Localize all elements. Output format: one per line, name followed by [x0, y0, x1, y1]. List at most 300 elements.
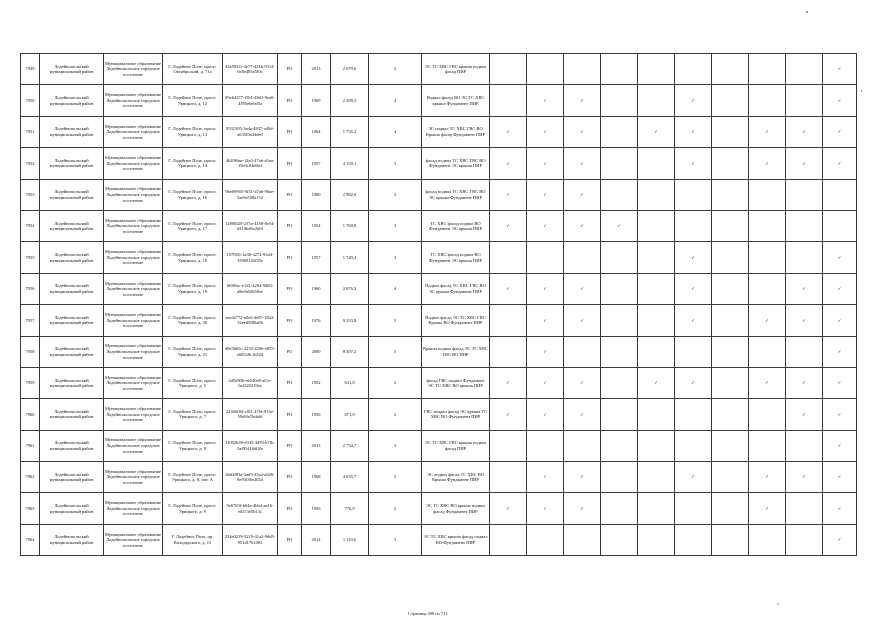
year-cell: 2000: [302, 336, 331, 367]
floors-cell: 4: [369, 273, 422, 304]
guid-cell: 9531505-3ada-4937-a49d-a635f0a34de0: [223, 116, 278, 147]
checkmark-icon: ✓: [490, 493, 527, 524]
empty-work-cell: [749, 85, 786, 116]
empty-work-cell: [638, 462, 675, 493]
empty-work-cell: [786, 54, 823, 85]
row-number: 7961: [21, 430, 40, 461]
checkmark-icon: ✓: [786, 462, 823, 493]
fund-form-cell: РО: [278, 462, 302, 493]
works-cell: фасад подвал ТС ХВС ГВС ВО ЭС крыша Фундамент ПИР: [422, 179, 490, 210]
checkmark-icon: ✓: [749, 148, 786, 179]
checkmark-icon: ✓: [749, 116, 786, 147]
table-row: [21, 305, 857, 336]
fund-form-cell: РО: [278, 305, 302, 336]
row-number: 7952: [21, 148, 40, 179]
year-cell: 2014: [302, 524, 331, 555]
checkmark-icon: ✓: [823, 336, 857, 367]
empty-work-cell: [675, 524, 712, 555]
empty-work-cell: [786, 85, 823, 116]
checkmark-icon: ✓: [675, 462, 712, 493]
address-cell: Г. Лодейное Поле, просп. Урицкого, д. 19: [163, 273, 223, 304]
checkmark-icon: ✓: [564, 85, 601, 116]
row-number: 7963: [21, 493, 40, 524]
municipality-cell: Муниципальное образование Лодейнопольское городское поселение: [104, 116, 163, 147]
empty-work-cell: [638, 179, 675, 210]
fund-form-cell: РО: [278, 54, 302, 85]
municipality-cell: Муниципальное образование Лодейнопольское городское поселение: [104, 336, 163, 367]
checkmark-icon: ✓: [823, 148, 857, 179]
table-row: [21, 54, 857, 85]
district-cell: Лодейнопольский муниципальный район: [40, 148, 104, 179]
empty-work-cell: [638, 54, 675, 85]
year-cell: 1968: [302, 462, 331, 493]
empty-work-cell: [712, 54, 749, 85]
empty-work-cell: [712, 210, 749, 241]
address-cell: Г. Лодейное Поле, просп. Урицкого, д. 20: [163, 305, 223, 336]
checkmark-icon: ✓: [527, 399, 564, 430]
empty-work-cell: [675, 210, 712, 241]
checkmark-icon: ✓: [564, 493, 601, 524]
municipality-cell: Муниципальное образование Лодейнопольское городское поселение: [104, 367, 163, 398]
empty-work-cell: [712, 148, 749, 179]
checkmark-icon: ✓: [490, 367, 527, 398]
empty-work-cell: [712, 462, 749, 493]
district-cell: Лодейнопольский муниципальный район: [40, 85, 104, 116]
row-number: 7958: [21, 336, 40, 367]
municipality-cell: Муниципальное образование Лодейнопольское городское поселение: [104, 524, 163, 555]
empty-work-cell: [601, 148, 638, 179]
guid-cell: aee4e772-a0e6-4e87-18a3-32eed5f86a0b: [223, 305, 278, 336]
checkmark-icon: ✓: [564, 148, 601, 179]
works-cell: фасад ГВС подвал Фундамент ЭС ТС ХВС ВО крыша ПИР: [422, 367, 490, 398]
municipality-cell: Муниципальное образование Лодейнопольское городское поселение: [104, 273, 163, 304]
works-cell: ЭС подвал ТС ХВС ГВС ВО Крыша фасад Фундамент ПИР: [422, 116, 490, 147]
address-cell: Г. Лодейное Поле, просп. Урицкого, д. 8: [163, 430, 223, 461]
fund-form-cell: РО: [278, 524, 302, 555]
municipality-cell: Муниципальное образование Лодейнопольское городское поселение: [104, 54, 163, 85]
area-cell: 8 307,2: [331, 336, 369, 367]
works-cell: Подвал фасад ВО ЭС ТС ХВС крыша Фундамент ПИР: [422, 85, 490, 116]
empty-work-cell: [712, 430, 749, 461]
table-row: [21, 399, 857, 430]
works-cell: ЭС ТС ХВС ВО крыша подвал фасад Фундамент ПИР: [422, 493, 490, 524]
works-cell: Подвал фасад ЭС ТС ХВС ГВС Крыша ВО Фундамент ПИР: [422, 305, 490, 336]
empty-work-cell: [638, 524, 675, 555]
table-row: [21, 116, 857, 147]
empty-work-cell: [786, 430, 823, 461]
area-cell: 1 110,6: [331, 524, 369, 555]
municipality-cell: Муниципальное образование Лодейнопольское городское поселение: [104, 399, 163, 430]
floors-cell: 5: [369, 462, 422, 493]
checkmark-icon: ✓: [527, 85, 564, 116]
table-body: [21, 54, 857, 556]
guid-cell: 6f0f8ac-e1d1-4204-9d83-a8e0a02658ee: [223, 273, 278, 304]
checkmark-icon: ✓: [823, 242, 857, 273]
checkmark-icon: ✓: [564, 179, 601, 210]
table-row: [21, 493, 857, 524]
district-cell: Лодейнопольский муниципальный район: [40, 273, 104, 304]
year-cell: 1957: [302, 242, 331, 273]
empty-work-cell: [564, 524, 601, 555]
table-row: [21, 242, 857, 273]
floors-cell: 3: [369, 242, 422, 273]
empty-work-cell: [749, 210, 786, 241]
empty-work-cell: [638, 305, 675, 336]
fund-form-cell: РО: [278, 179, 302, 210]
row-number: 7953: [21, 179, 40, 210]
area-cell: 1 735,2: [331, 116, 369, 147]
empty-work-cell: [749, 54, 786, 85]
checkmark-icon: ✓: [638, 367, 675, 398]
floors-cell: 3: [369, 148, 422, 179]
district-cell: Лодейнопольский муниципальный район: [40, 430, 104, 461]
empty-work-cell: [749, 273, 786, 304]
guid-cell: 2d5e906-eb540e8-af1e-6ef220219ea: [223, 367, 278, 398]
checkmark-icon: ✓: [823, 116, 857, 147]
checkmark-icon: ✓: [786, 367, 823, 398]
district-cell: Лодейнопольский муниципальный район: [40, 305, 104, 336]
empty-work-cell: [490, 85, 527, 116]
empty-work-cell: [823, 179, 857, 210]
area-cell: 9 233,8: [331, 305, 369, 336]
checkmark-icon: ✓: [527, 493, 564, 524]
empty-work-cell: [601, 116, 638, 147]
floors-cell: 2: [369, 399, 422, 430]
checkmark-icon: ✓: [823, 399, 857, 430]
fund-form-cell: РО: [278, 242, 302, 273]
fund-form-cell: РО: [278, 336, 302, 367]
checkmark-icon: ✓: [527, 116, 564, 147]
page-footer: Страница 498 из 713: [408, 611, 448, 616]
municipality-cell: Муниципальное образование Лодейнопольское городское поселение: [104, 430, 163, 461]
checkmark-icon: ✓: [527, 336, 564, 367]
address-cell: Г. Лодейное Поле, просп. Урицкого, д. 7: [163, 399, 223, 430]
empty-work-cell: [712, 399, 749, 430]
scan-speck: [777, 603, 779, 605]
empty-work-cell: [786, 524, 823, 555]
year-cell: 2013: [302, 430, 331, 461]
checkmark-icon: ✓: [564, 399, 601, 430]
address-cell: Г. Лодейное Поле, просп. Урицкого, д. 13: [163, 116, 223, 147]
empty-work-cell: [527, 430, 564, 461]
checkmark-icon: ✓: [601, 210, 638, 241]
municipality-cell: Муниципальное образование Лодейнопольское городское поселение: [104, 493, 163, 524]
empty-work-cell: [638, 242, 675, 273]
floors-cell: 3: [369, 179, 422, 210]
empty-work-cell: [675, 54, 712, 85]
fund-form-cell: РО: [278, 116, 302, 147]
fund-form-cell: РО: [278, 399, 302, 430]
empty-work-cell: [638, 273, 675, 304]
margin-mark: [861, 90, 862, 92]
empty-work-cell: [786, 242, 823, 273]
row-number: 7959: [21, 367, 40, 398]
works-cell: ЭС подвал фасад ТС ХВС ВО Крыша Фундамент ПИР: [422, 462, 490, 493]
empty-work-cell: [601, 273, 638, 304]
empty-work-cell: [601, 524, 638, 555]
table-row: [21, 148, 857, 179]
checkmark-icon: ✓: [490, 273, 527, 304]
address-cell: Г. Лодейное Поле, просп. Урицкого, д. 14: [163, 148, 223, 179]
district-cell: Лодейнопольский муниципальный район: [40, 116, 104, 147]
empty-work-cell: [638, 493, 675, 524]
empty-work-cell: [490, 336, 527, 367]
empty-work-cell: [564, 430, 601, 461]
empty-work-cell: [601, 85, 638, 116]
checkmark-icon: ✓: [564, 273, 601, 304]
empty-work-cell: [786, 336, 823, 367]
address-cell: Г. Лодейное Поле, просп. Октябрьский, д. 71а: [163, 54, 223, 85]
row-number: 7956: [21, 273, 40, 304]
empty-work-cell: [638, 430, 675, 461]
address-cell: Г. Лодейное Поле, просп. Урицкого, д. 18: [163, 242, 223, 273]
area-cell: 631,8: [331, 367, 369, 398]
works-cell: ТС ХВС фасад подвал ВО Фундамент ЭС крыша ПИР: [422, 242, 490, 273]
guid-cell: 4620f6ae-14e4-47ab-a5aa-19e0c84e6b4: [223, 148, 278, 179]
year-cell: 1957: [302, 148, 331, 179]
guid-cell: 234e0219-5219-41a2-9dd5-951d17b1003: [223, 524, 278, 555]
empty-work-cell: [749, 399, 786, 430]
checkmark-icon: ✓: [490, 399, 527, 430]
empty-work-cell: [601, 305, 638, 336]
row-number: 7962: [21, 462, 40, 493]
checkmark-icon: ✓: [527, 210, 564, 241]
row-number: 7960: [21, 399, 40, 430]
checkmark-icon: ✓: [675, 242, 712, 273]
empty-work-cell: [601, 430, 638, 461]
empty-work-cell: [749, 430, 786, 461]
checkmark-icon: ✓: [527, 367, 564, 398]
area-cell: 2 679,6: [331, 54, 369, 85]
district-cell: Лодейнопольский муниципальный район: [40, 336, 104, 367]
municipality-cell: Муниципальное образование Лодейнопольское городское поселение: [104, 85, 163, 116]
empty-work-cell: [564, 242, 601, 273]
guid-cell: 46d4f83a-2ad5-45a2-a926-8e93f36e202d: [223, 462, 278, 493]
checkmark-icon: ✓: [564, 367, 601, 398]
empty-work-cell: [712, 242, 749, 273]
empty-work-cell: [823, 210, 857, 241]
year-cell: 1954: [302, 210, 331, 241]
guid-cell: 1570f5f-2a38-4272-93d4-159b9145f35e: [223, 242, 278, 273]
floors-cell: 2: [369, 493, 422, 524]
works-cell: ГВС подвал фасад ЭС крыша ТС ХВС ВО Фундамент ПИР: [422, 399, 490, 430]
district-cell: Лодейнопольский муниципальный район: [40, 54, 104, 85]
floors-cell: 3: [369, 430, 422, 461]
floors-cell: 3: [369, 524, 422, 555]
address-cell: Г. Лодейное Поле, просп. Урицкого, д. 5: [163, 367, 223, 398]
checkmark-icon: ✓: [527, 462, 564, 493]
empty-work-cell: [638, 399, 675, 430]
works-cell: ЭС ТС ХВС ГВС крыша подвал фасад ПИР: [422, 54, 490, 85]
municipality-cell: Муниципальное образование Лодейнопольское городское поселение: [104, 462, 163, 493]
empty-work-cell: [490, 54, 527, 85]
address-cell: Г. Лодейное Поле, просп. Урицкого, д. 9: [163, 493, 223, 524]
empty-work-cell: [786, 210, 823, 241]
empty-work-cell: [712, 336, 749, 367]
row-number: 7964: [21, 524, 40, 555]
checkmark-icon: ✓: [823, 367, 857, 398]
checkmark-icon: ✓: [564, 462, 601, 493]
fund-form-cell: РО: [278, 85, 302, 116]
checkmark-icon: ✓: [675, 85, 712, 116]
district-cell: Лодейнопольский муниципальный район: [40, 242, 104, 273]
guid-cell: 12900f29-237a-4158-8e54-d219bd6c2b0f: [223, 210, 278, 241]
checkmark-icon: ✓: [675, 148, 712, 179]
empty-work-cell: [638, 336, 675, 367]
guid-cell: 11002b39-e945-4d59-b7fb-5af93410d02e: [223, 430, 278, 461]
district-cell: Лодейнопольский муниципальный район: [40, 462, 104, 493]
municipality-cell: Муниципальное образование Лодейнопольское городское поселение: [104, 179, 163, 210]
floors-cell: 3: [369, 54, 422, 85]
year-cell: 1956: [302, 399, 331, 430]
empty-work-cell: [675, 430, 712, 461]
floors-cell: 5: [369, 336, 422, 367]
works-cell: ЭС ТС ХВС ГВС крыша подвал фасад ПИР: [422, 430, 490, 461]
row-number: 7950: [21, 85, 40, 116]
table-row: [21, 367, 857, 398]
table-row: [21, 85, 857, 116]
empty-work-cell: [490, 524, 527, 555]
year-cell: 1969: [302, 85, 331, 116]
checkmark-icon: ✓: [675, 273, 712, 304]
area-cell: 1 749,4: [331, 242, 369, 273]
checkmark-icon: ✓: [749, 367, 786, 398]
checkmark-icon: ✓: [823, 462, 857, 493]
empty-work-cell: [749, 524, 786, 555]
row-number: 7951: [21, 116, 40, 147]
checkmark-icon: ✓: [527, 273, 564, 304]
empty-work-cell: [712, 85, 749, 116]
area-cell: 2 882,0: [331, 179, 369, 210]
municipality-cell: Муниципальное образование Лодейнопольское городское поселение: [104, 210, 163, 241]
checkmark-icon: ✓: [749, 305, 786, 336]
checkmark-icon: ✓: [786, 273, 823, 304]
floors-cell: 2: [369, 367, 422, 398]
floors-cell: 4: [369, 116, 422, 147]
checkmark-icon: ✓: [823, 273, 857, 304]
checkmark-icon: ✓: [823, 54, 857, 85]
empty-work-cell: [749, 242, 786, 273]
fund-form-cell: РО: [278, 148, 302, 179]
checkmark-icon: ✓: [490, 179, 527, 210]
empty-work-cell: [712, 273, 749, 304]
checkmark-icon: ✓: [564, 305, 601, 336]
checkmark-icon: ✓: [749, 493, 786, 524]
empty-work-cell: [749, 336, 786, 367]
empty-work-cell: [786, 493, 823, 524]
empty-work-cell: [527, 54, 564, 85]
works-cell: Крыша подвал фасад ЭС ТС ХВС ГВС ВО ПИР: [422, 336, 490, 367]
empty-work-cell: [564, 336, 601, 367]
guid-cell: d9e5b65c-2235-4296-a855-eb0528c1b52d: [223, 336, 278, 367]
checkmark-icon: ✓: [527, 179, 564, 210]
checkmark-icon: ✓: [675, 367, 712, 398]
fund-form-cell: РО: [278, 493, 302, 524]
table-row: [21, 462, 857, 493]
floors-cell: 4: [369, 85, 422, 116]
empty-work-cell: [749, 179, 786, 210]
table-row: [21, 336, 857, 367]
empty-work-cell: [601, 336, 638, 367]
row-number: 7949: [21, 54, 40, 85]
district-cell: Лодейнопольский муниципальный район: [40, 179, 104, 210]
checkmark-icon: ✓: [490, 210, 527, 241]
municipality-cell: Муниципальное образование Лодейнопольское городское поселение: [104, 148, 163, 179]
empty-work-cell: [712, 493, 749, 524]
works-cell: ЭС ТС ХВС крыша фасад подвал ВО Фундамент ПИР: [422, 524, 490, 555]
housing-register-table: [20, 53, 857, 556]
area-cell: 776,9: [331, 493, 369, 524]
year-cell: 1956: [302, 493, 331, 524]
empty-work-cell: [490, 305, 527, 336]
area-cell: 2 734,7: [331, 430, 369, 461]
empty-work-cell: [601, 399, 638, 430]
checkmark-icon: ✓: [786, 148, 823, 179]
checkmark-icon: ✓: [527, 305, 564, 336]
fund-form-cell: РО: [278, 430, 302, 461]
checkmark-icon: ✓: [823, 493, 857, 524]
empty-work-cell: [490, 430, 527, 461]
checkmark-icon: ✓: [786, 399, 823, 430]
checkmark-icon: ✓: [823, 85, 857, 116]
year-cell: 1960: [302, 179, 331, 210]
guid-cell: 9e6703f-b64a-4bb4-aa16-ed373e5b13c: [223, 493, 278, 524]
fund-form-cell: РО: [278, 273, 302, 304]
guid-cell: 43e595f1-4e77-421b-9314-6c8e485a5f0c: [223, 54, 278, 85]
table-row: [21, 273, 857, 304]
municipality-cell: Муниципальное образование Лодейнопольское городское поселение: [104, 305, 163, 336]
empty-work-cell: [712, 367, 749, 398]
municipality-cell: Муниципальное образование Лодейнопольское городское поселение: [104, 242, 163, 273]
checkmark-icon: ✓: [564, 210, 601, 241]
district-cell: Лодейнопольский муниципальный район: [40, 493, 104, 524]
year-cell: 1960: [302, 273, 331, 304]
works-cell: фасад подвал ТС ХВС ГВС ВО Фундамент ЭС крыша ПИР: [422, 148, 490, 179]
area-cell: 2 876,3: [331, 273, 369, 304]
checkmark-icon: ✓: [823, 430, 857, 461]
empty-work-cell: [675, 336, 712, 367]
checkmark-icon: ✓: [749, 462, 786, 493]
checkmark-icon: ✓: [786, 116, 823, 147]
empty-work-cell: [601, 462, 638, 493]
checkmark-icon: ✓: [527, 148, 564, 179]
empty-work-cell: [712, 305, 749, 336]
empty-work-cell: [638, 210, 675, 241]
table-row: [21, 430, 857, 461]
empty-work-cell: [638, 85, 675, 116]
address-cell: Г. Лодейное Поле, просп. Урицкого, д. 17: [163, 210, 223, 241]
table-row: [21, 179, 857, 210]
empty-work-cell: [601, 367, 638, 398]
row-number: 7957: [21, 305, 40, 336]
checkmark-icon: ✓: [638, 116, 675, 147]
checkmark-icon: ✓: [490, 148, 527, 179]
works-cell: Подвал фасад ТС ХВС ГВС ВО ЭС крыша Фундамент ПИР: [422, 273, 490, 304]
address-cell: Г. Лодейное Поле, просп. Урицкого, д. 12: [163, 85, 223, 116]
scan-speck: [806, 11, 808, 13]
area-cell: 4 635,7: [331, 462, 369, 493]
year-cell: 2013: [302, 54, 331, 85]
empty-work-cell: [712, 179, 749, 210]
checkmark-icon: ✓: [675, 305, 712, 336]
works-cell: ТС ХВС фасад подвал ВО Фундамент ЭС крыша ПИР: [422, 210, 490, 241]
empty-work-cell: [712, 524, 749, 555]
area-cell: 4 159,1: [331, 148, 369, 179]
area-cell: 2 209,3: [331, 85, 369, 116]
empty-work-cell: [601, 179, 638, 210]
guid-cell: 22366f84-c8f1-47fd-913e-59e0fa7bda6f: [223, 399, 278, 430]
address-cell: Г. Лодейное Поле, просп. Урицкого, д. 8, лит. А: [163, 462, 223, 493]
